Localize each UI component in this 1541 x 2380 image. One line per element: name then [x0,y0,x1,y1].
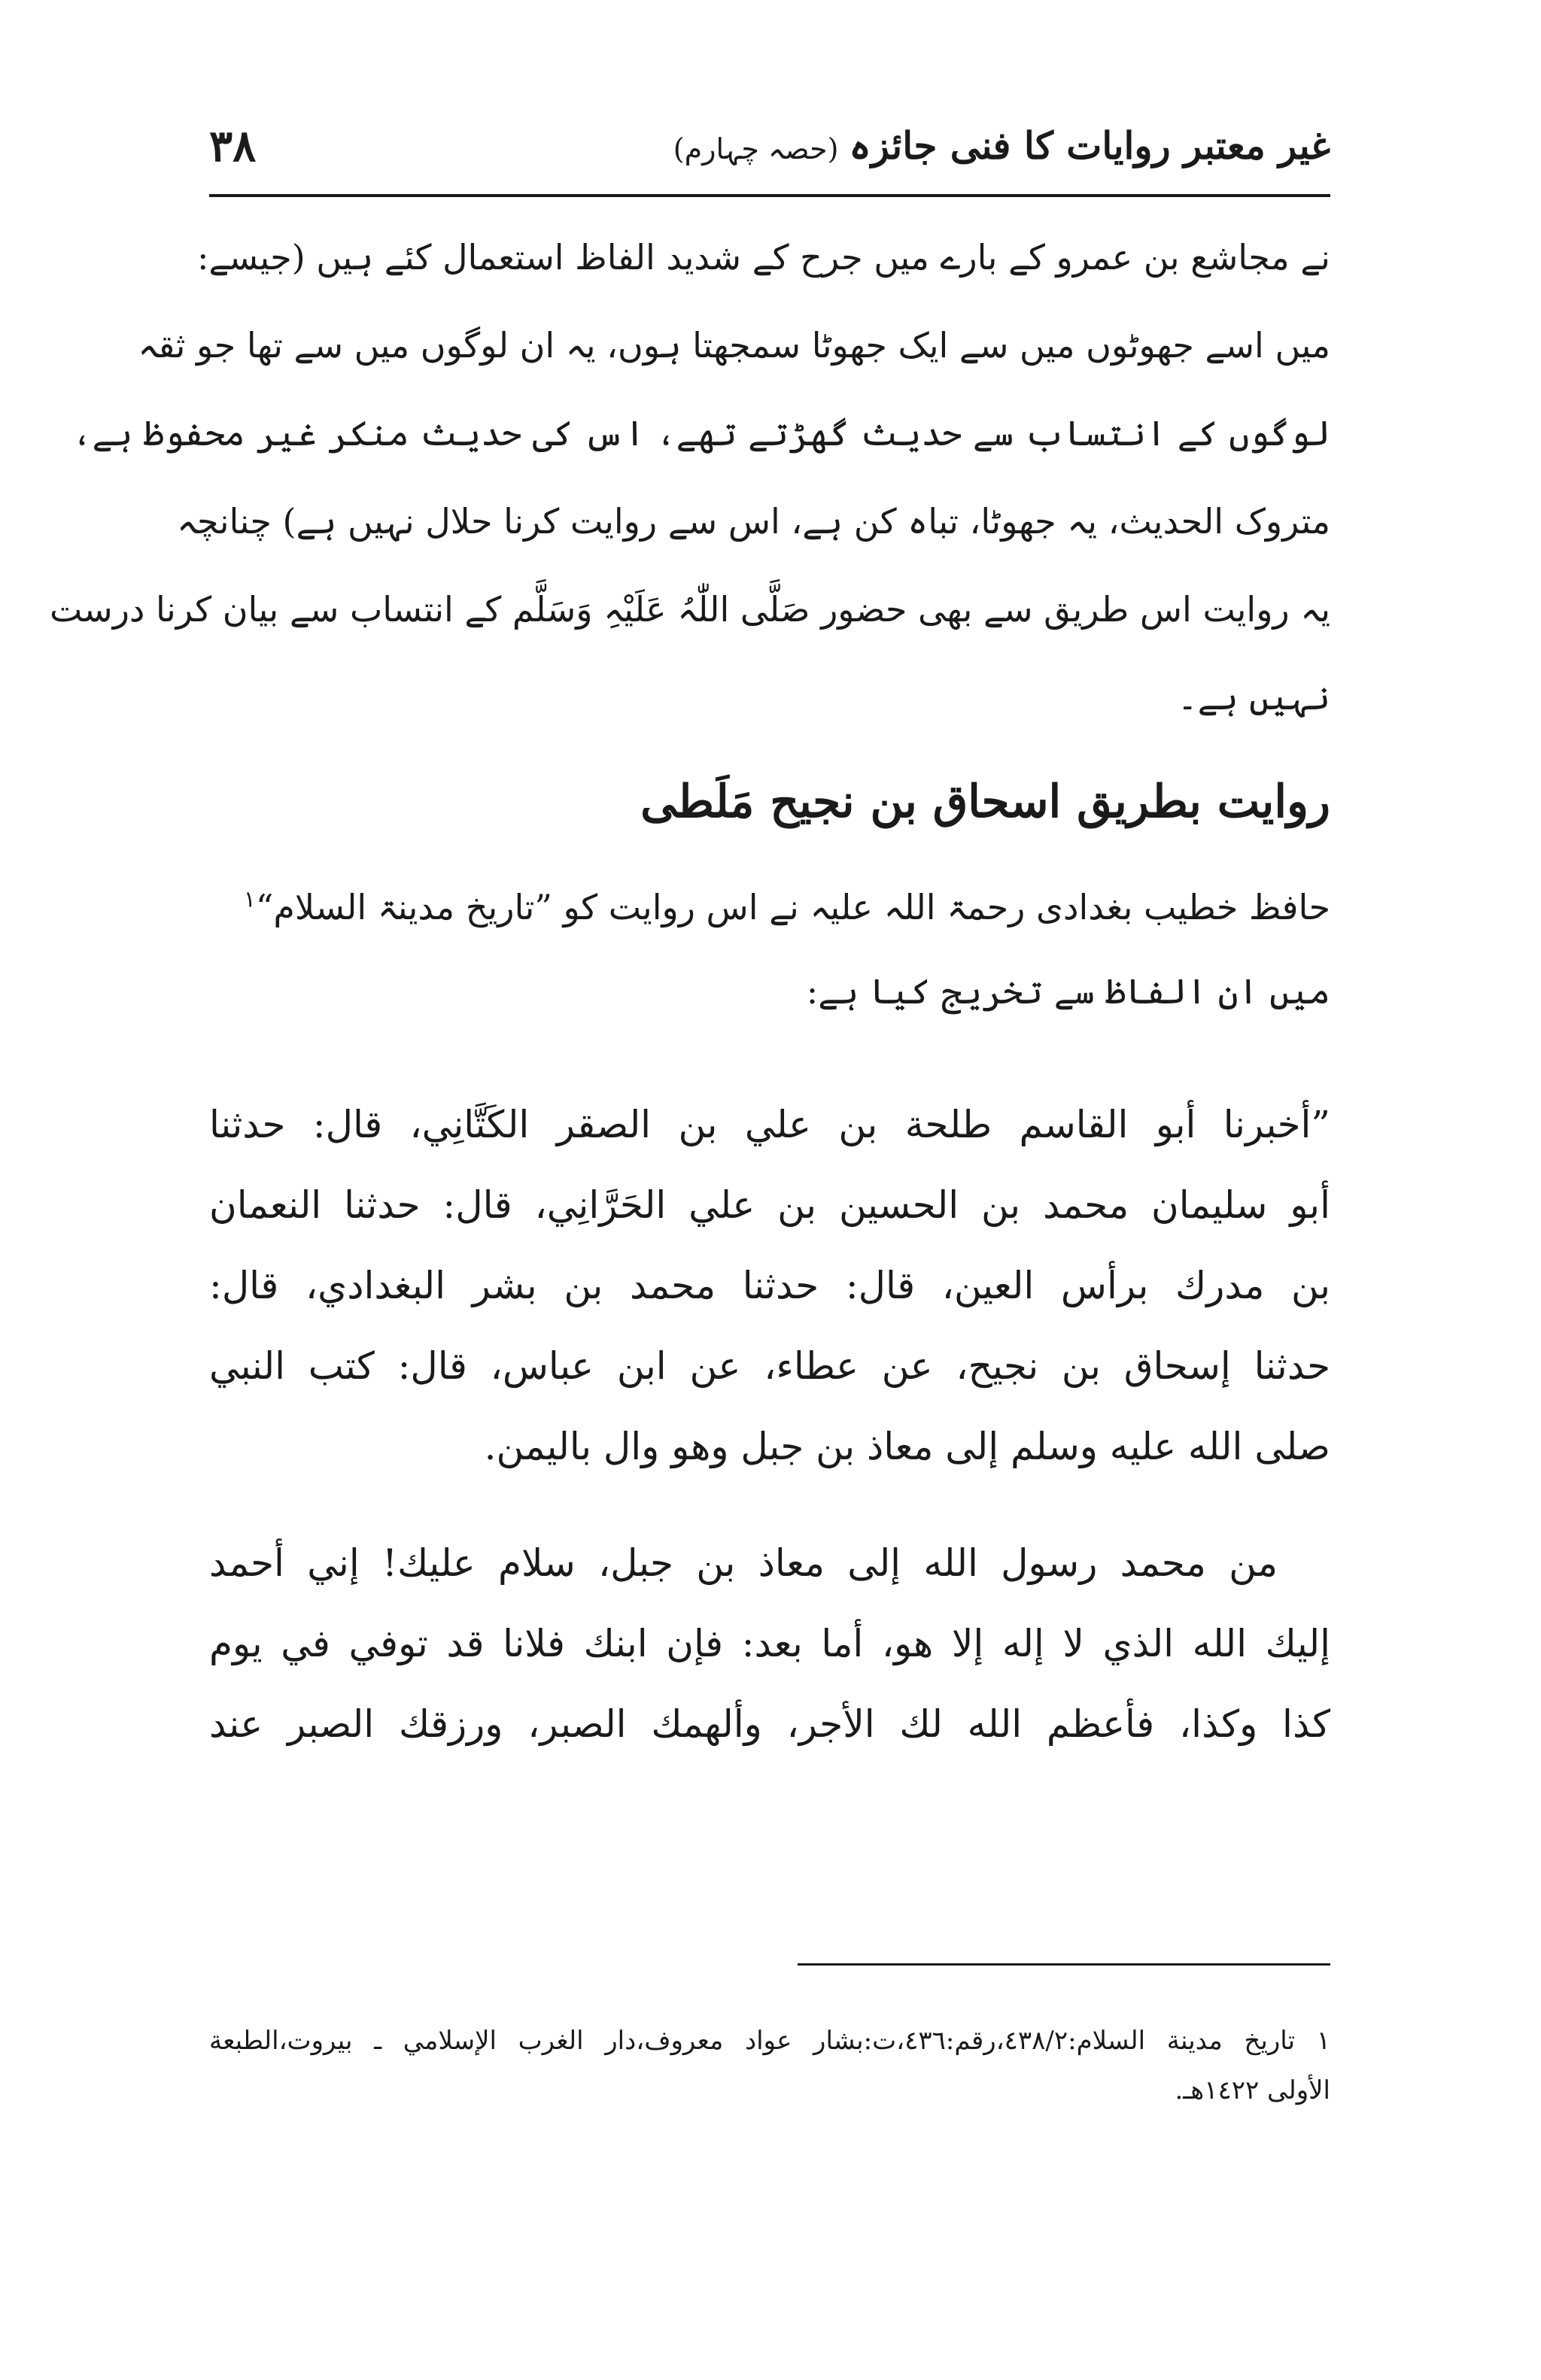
urdu-paragraph [50,214,1330,742]
page-number: ۳۸ [209,120,257,172]
text-line: میں اسے جھوٹوں میں سے ایک جھوٹا سمجھتا ہوں، یہ ان لوگوں میں سے تھا جو ثقہ [138,325,1330,366]
text-line: نہیں ہے۔ [1177,677,1330,718]
intro-line [209,865,1330,949]
footnote-line: الأولى ١٤٢٢هـ. [1175,2075,1330,2105]
text-line: متروک الحدیث، یہ جھوٹا، تباہ کن ہے، اس سے روایت کرنا حلال نہیں ہے) چنانچہ [177,501,1330,542]
intro-paragraph [209,865,1330,1034]
page-header [209,120,1330,193]
arabic-line: أبو سليمان محمد بن الحسين بن علي الحَرَّانِي، قال: حدثنا النعمان [209,1183,1330,1227]
book-title: غیر معتبر روایات کا فنی جائزہ [849,123,1330,168]
footnotes [209,2016,1330,2115]
arabic-letter-paragraph [209,1523,1330,1765]
intro-line: میں ان الفاظ سے تخریج کیا ہے: [806,971,1330,1012]
arabic-line: حدثنا إسحاق بن نجيح، عن عطاء، عن ابن عباس، قال: كتب النبي [209,1344,1330,1388]
arabic-quote-paragraph [209,1085,1330,1487]
text-line: نے مجاشع بن عمرو کے بارے میں جرح کے شدید الفاظ استعمال کئے ہیں (جیسے: [196,237,1330,278]
header-rule [209,194,1330,197]
footnote-rule [798,1963,1330,1966]
running-title [673,123,1330,168]
page-content [50,214,1330,1765]
part-label: (حصہ چہارم) [673,132,839,165]
arabic-line: كذا وكذا، فأعظم الله لك الأجر، وألهمك الصبر، ورزقك الصبر عند [209,1702,1330,1746]
arabic-line: بن مدرك برأس العين، قال: حدثنا محمد بن بشر البغدادي، قال: [209,1264,1330,1307]
text-line: یہ روایت اس طریق سے بھی حضور صَلَّی اللّٰہُ عَلَیْہِ وَسَلَّم کے انتساب سے بیان کرنا درست [50,589,1330,630]
arabic-line: من محمد رسول الله إلى معاذ بن جبل، سلام عليك! إني أحمد [209,1541,1278,1585]
text-line: لوگوں کے انتساب سے حدیث گھڑتے تھے، اس کی حدیث منکر غیر محفوظ ہے، [71,413,1330,454]
arabic-line: صلى الله عليه وسلم إلى معاذ بن جبل وهو وال باليمن. [484,1425,1330,1468]
intro-text: حافظ خطیب بغدادی رحمۃ اللہ علیہ نے اس روایت کو ”تاریخ مدینۃ السلام“ [255,887,1330,927]
footnote-marker[interactable]: ۱ [243,886,256,913]
arabic-line: ”أخبرنا أبو القاسم طلحة بن علي بن الصقر الكَتَّانِي، قال: حدثنا [209,1103,1330,1146]
arabic-line: إليك الله الذي لا إله إلا هو، أما بعد: فإن ابنك فلانا قد توفي في يوم [209,1622,1330,1665]
footnote-line: ۱ تاريخ مدينة السلام:٤٣٨/٢،رقم:٤٣٦،ت:بشار عواد معروف،دار الغرب الإسلامي ـ بيروت،الطبعة [209,2026,1330,2056]
section-heading: روایت بطریق اسحاق بن نجیح مَلَطی [640,776,1330,828]
